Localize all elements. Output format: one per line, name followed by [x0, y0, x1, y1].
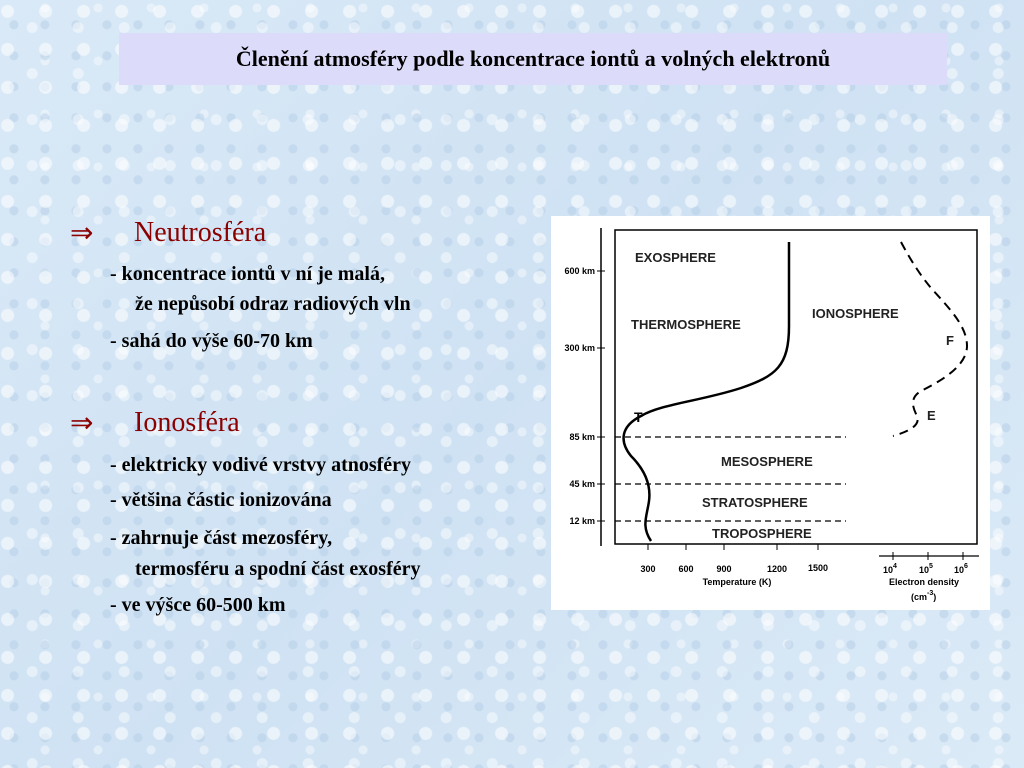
temp-tick-300: 300: [640, 564, 656, 574]
electron-density-curve: [893, 242, 967, 436]
layer-thermosphere: THERMOSPHERE: [631, 317, 741, 332]
layer-mesosphere: MESOSPHERE: [721, 454, 813, 469]
density-tick-1e5: $10^5$: [919, 563, 933, 575]
temp-tick-1500: 1500: [807, 563, 829, 573]
tick-label-85km: 85 km: [569, 432, 595, 442]
tick-label-45km: 45 km: [569, 479, 595, 489]
tick-label-600km: 600 km: [564, 266, 595, 276]
ionosfera-line-3: - zahrnuje část mezosféry,: [110, 527, 333, 549]
layer-ionosphere: IONOSPHERE: [812, 306, 899, 321]
neutrosfera-title: Neutrosféra: [134, 217, 267, 248]
neutrosfera-line-1: - koncentrace iontů v ní je malá,: [110, 263, 385, 285]
ionosphere-layer-e: E: [927, 408, 936, 423]
ionosfera-heading: [70, 406, 240, 440]
tick-label-12km: 12 km: [569, 516, 595, 526]
ionosfera-line-1: - elektricky vodivé vrstvy atnosféry: [110, 454, 412, 476]
neutrosfera-line-3: - sahá do výše 60-70 km: [110, 330, 313, 352]
tick-label-300km: 300 km: [564, 343, 595, 353]
neutrosfera-heading: [70, 216, 266, 250]
slide-title: Členění atmosféry podle koncentrace iontů a volných elektronů: [235, 46, 831, 71]
ionosphere-layer-f: F: [946, 333, 954, 348]
temp-tick-1200: 1200: [766, 564, 788, 574]
ionosfera-line-5: - ve výšce 60-500 km: [110, 594, 286, 616]
atmosphere-diagram-svg: [551, 216, 990, 610]
implies-arrow-icon: ⇒: [70, 218, 94, 249]
density-axis-unit: $(cm^{-3})$: [911, 590, 937, 602]
density-axis-label: Electron density: [888, 577, 960, 587]
ionosfera-title: Ionosféra: [134, 407, 240, 438]
density-tick-1e6: $10^6$: [954, 563, 968, 575]
neutrosfera-line-2: že nepůsobí odraz radiových vln: [135, 293, 411, 315]
atmosphere-diagram: [551, 216, 990, 610]
layer-stratosphere: STRATOSPHERE: [702, 495, 808, 510]
ionosfera-line-2: - většina částic ionizována: [110, 489, 332, 511]
implies-arrow-icon: ⇒: [70, 408, 94, 439]
temperature-marker: T: [634, 409, 643, 425]
temp-tick-900: 900: [716, 564, 732, 574]
temp-tick-600: 600: [678, 564, 694, 574]
density-tick-1e4: $10^4$: [883, 563, 897, 575]
temperature-axis-label: Temperature (K): [702, 577, 772, 587]
layer-troposphere: TROPOSPHERE: [712, 526, 812, 541]
title-box: [119, 33, 947, 85]
ionosfera-line-4: termosféru a spodní část exosféry: [135, 558, 421, 580]
layer-exosphere: EXOSPHERE: [635, 250, 716, 265]
